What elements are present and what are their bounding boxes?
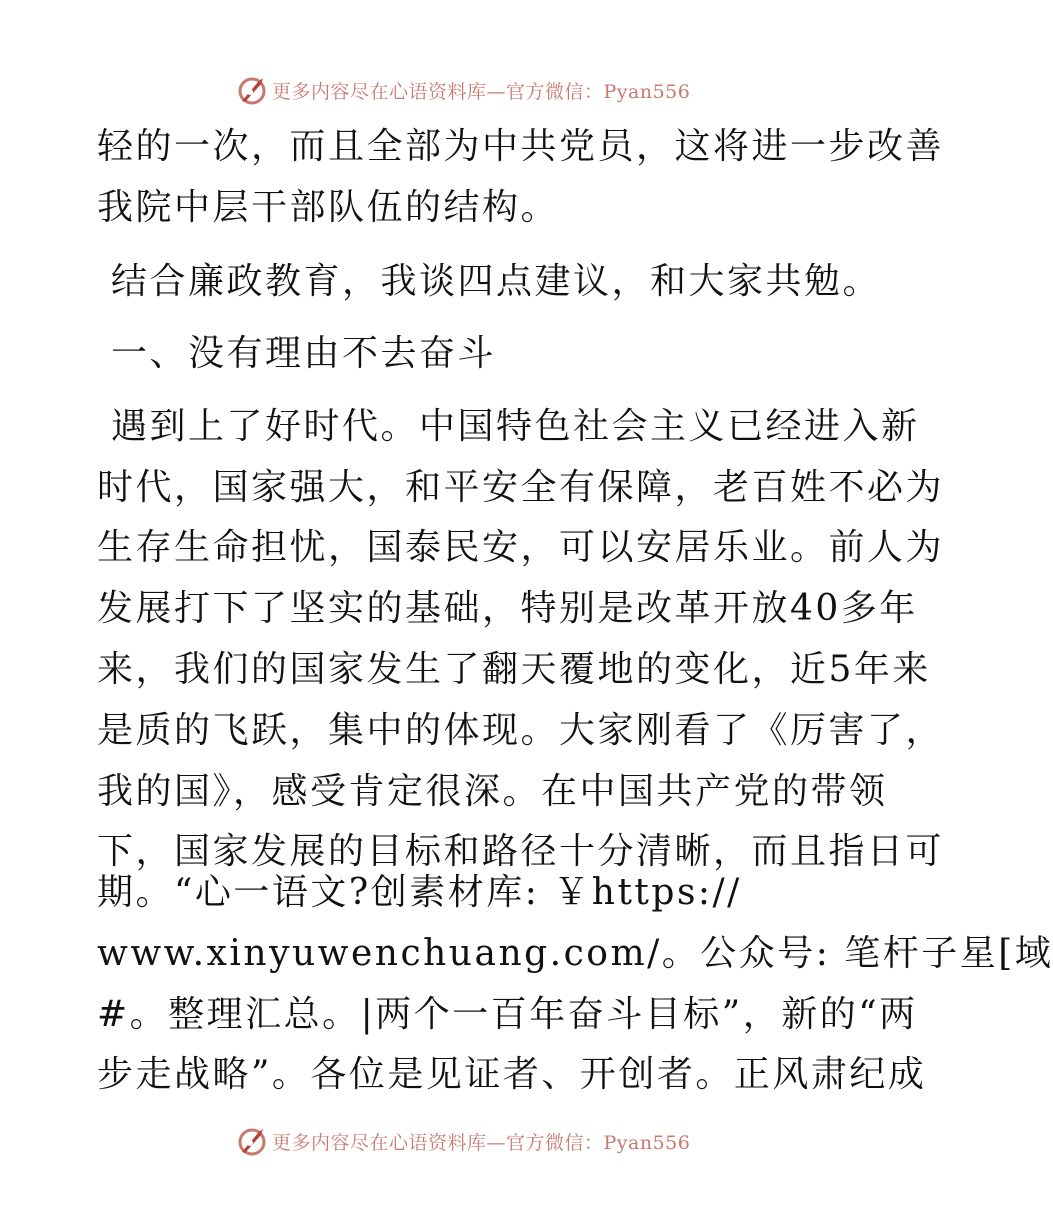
pen-nib-circle-icon xyxy=(236,1125,268,1157)
header-watermark xyxy=(236,73,690,107)
footer-watermark xyxy=(236,1124,690,1158)
text-line: 期。“心一语文?创素材库: ￥https:// xyxy=(97,872,742,913)
pen-nib-circle-icon xyxy=(236,74,268,106)
text-line: 下，国家发展的目标和路径十分清晰，而且指日可 xyxy=(97,831,945,872)
text-line: 发展打下了坚实的基础，特别是改革开放40多年 xyxy=(97,588,918,629)
text-line: #。整理汇总。|两个一百年奋斗目标”，新的“两 xyxy=(97,994,918,1035)
text-line: 生存生命担忧，国泰民安，可以安居乐业。前人为 xyxy=(97,527,945,568)
text-line: 我的国》，感受肯定很深。在中国共产党的带领 xyxy=(97,771,888,812)
text-line: 遇到上了好时代。中国特色社会主义已经进入新 xyxy=(97,406,920,447)
watermark-text: 更多内容尽在心语资料库—官方微信：Pyan556 xyxy=(272,80,691,103)
text-line: 我院中层干部队伍的结构。 xyxy=(97,187,560,228)
section-heading: 一、没有理由不去奋斗 xyxy=(97,333,496,374)
text-line: 时代，国家强大，和平安全有保障，老百姓不必为 xyxy=(97,467,945,508)
watermark-text: 更多内容尽在心语资料库—官方微信：Pyan556 xyxy=(272,1131,691,1154)
text-line: www.xinyuwenchuang.com/。公众号: 笔杆子星[域 xyxy=(97,933,1053,974)
text-line: 轻的一次，而且全部为中共党员，这将进一步改善 xyxy=(97,126,945,167)
text-line: 步走战略”。各位是见证者、开创者。正风肃纪成 xyxy=(97,1054,927,1095)
text-line: 结合廉政教育，我谈四点建议，和大家共勉。 xyxy=(97,261,881,302)
text-line: 是质的飞跃，集中的体现。大家刚看了《厉害了， xyxy=(97,710,945,751)
text-line: 来，我们的国家发生了翻天覆地的变化，近5年来 xyxy=(97,649,931,690)
